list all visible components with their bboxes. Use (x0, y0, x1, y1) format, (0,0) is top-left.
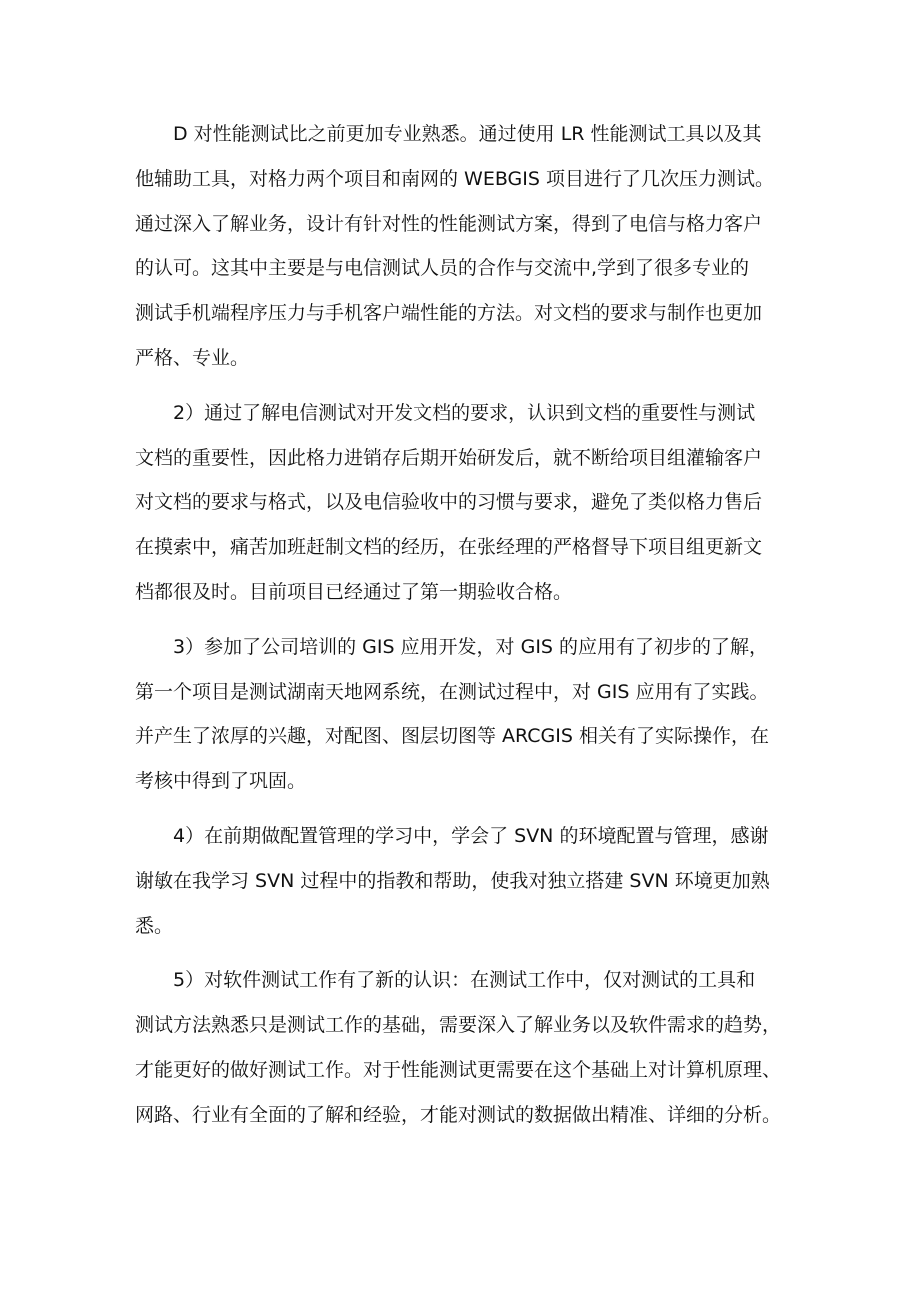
paragraph-line: 3）参加了公司培训的 GIS 应用开发，对 GIS 的应用有了初步的了解， (173, 635, 769, 658)
paragraph-line: 的认可。这其中主要是与电信测试人员的合作与交流中,学到了很多专业的 (135, 257, 750, 280)
paragraph-1 (135, 112, 799, 381)
paragraph-line: 测试方法熟悉只是测试工作的基础，需要深入了解业务以及软件需求的趋势， (135, 1014, 782, 1037)
paragraph-2 (135, 391, 799, 615)
paragraph-4 (135, 814, 799, 948)
paragraph-line: 测试手机端程序压力与手机客户端性能的方法。对文档的要求与制作也更加 (135, 302, 763, 325)
paragraph-line: 悉。 (135, 914, 174, 937)
paragraph-line: 严格、专业。 (135, 346, 250, 369)
paragraph-line: D 对性能测试比之前更加专业熟悉。通过使用 LR 性能测试工具以及其 (173, 123, 762, 145)
paragraph-line: 文档的重要性，因此格力进销存后期开始研发后，就不断给项目组灌输客户 (135, 446, 763, 469)
paragraph-line: 才能更好的做好测试工作。对于性能测试更需要在这个基础上对计算机原理、 (135, 1058, 782, 1081)
paragraph-line: 档都很及时。目前项目已经通过了第一期验收合格。 (135, 580, 573, 603)
paragraph-line: 通过深入了解业务，设计有针对性的性能测试方案，得到了电信与格力客户 (135, 212, 763, 235)
paragraph-3 (135, 625, 799, 804)
paragraph-line: 第一个项目是测试湖南天地网系统，在测试过程中，对 GIS 应用有了实践。 (135, 680, 769, 703)
paragraph-line: 4）在前期做配置管理的学习中，学会了 SVN 的环境配置与管理，感谢 (173, 824, 769, 847)
paragraph-line: 考核中得到了巩固。 (135, 770, 307, 793)
paragraph-5 (135, 958, 799, 1137)
paragraph-line: 在摸索中，痛苦加班赶制文档的经历，在张经理的严格督导下项目组更新文 (135, 536, 763, 559)
paragraph-line: 网路、行业有全面的了解和经验，才能对测试的数据做出精准、详细的分析。 (135, 1103, 782, 1126)
paragraph-line: 他辅助工具，对格力两个项目和南网的 WEBGIS 项目进行了几次压力测试。 (135, 167, 774, 190)
paragraph-line: 谢敏在我学习 SVN 过程中的指教和帮助，使我对独立搭建 SVN 环境更加熟 (135, 869, 770, 892)
document-body (135, 112, 799, 1148)
paragraph-line: 并产生了浓厚的兴趣，对配图、图层切图等 ARCGIS 相关有了实际操作，在 (135, 725, 769, 748)
paragraph-line: 2）通过了解电信测试对开发文档的要求，认识到文档的重要性与测试 (173, 401, 756, 424)
paragraph-line: 5）对软件测试工作有了新的认识：在测试工作中，仅对测试的工具和 (173, 969, 756, 992)
paragraph-line: 对文档的要求与格式，以及电信验收中的习惯与要求，避免了类似格力售后 (135, 491, 763, 514)
